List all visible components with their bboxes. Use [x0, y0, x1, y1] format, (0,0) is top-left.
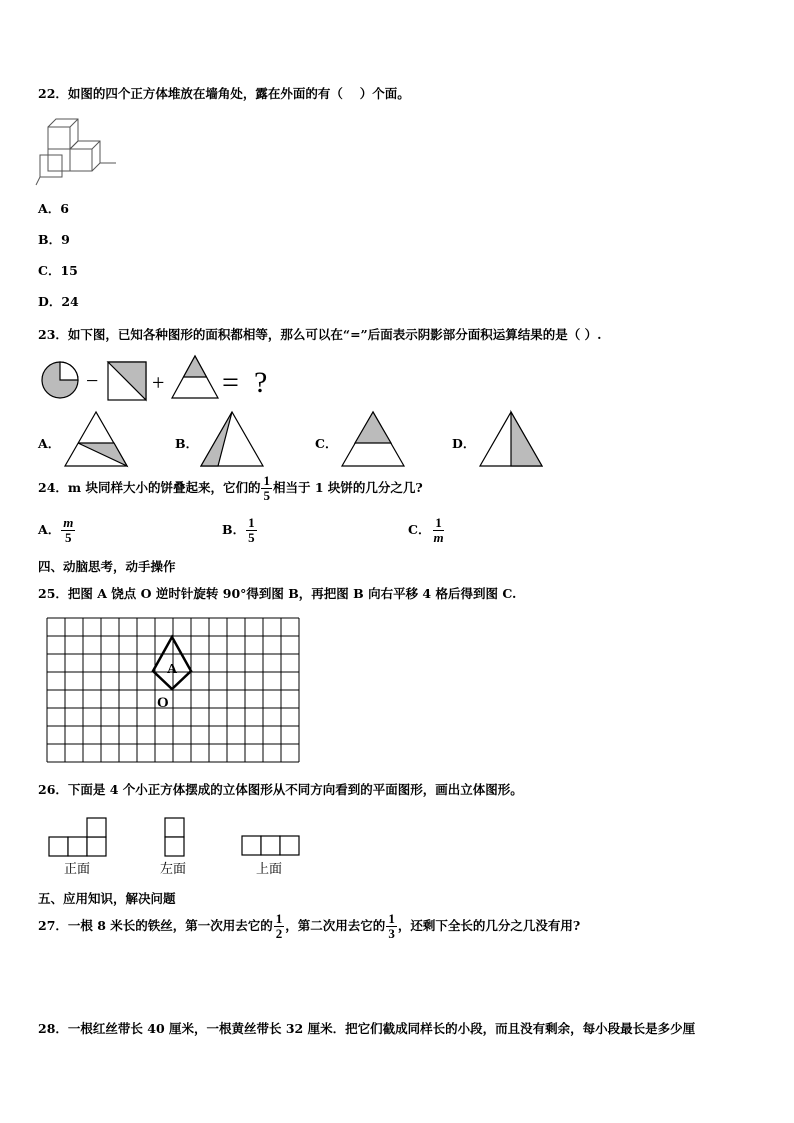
- q24-option-b-den: 5: [248, 530, 255, 545]
- q25-point-label: O: [157, 695, 169, 711]
- q23-question-mark: ?: [254, 366, 268, 399]
- q24-question-text-b: 相当于 1 块饼的几分之几?: [272, 480, 423, 495]
- q27-question: [38, 912, 580, 941]
- q24-fraction-num: 1: [263, 473, 270, 488]
- q24-option-c-label: C．: [408, 522, 431, 537]
- q24-option-c[interactable]: [408, 516, 447, 545]
- q26-top-view: [241, 835, 303, 857]
- q26-front-view-label: 正面: [64, 862, 91, 877]
- section-5-heading: 五、应用知识，解决问题: [38, 891, 176, 906]
- q23-plus-sign: +: [152, 370, 165, 395]
- q25-question: 25．把图 A 饶点 O 逆时针旋转 90°得到图 B，再把图 B 向右平移 4 格后得到图 C.: [38, 586, 517, 601]
- q24-option-b-num: 1: [248, 515, 255, 530]
- q22-question: 22．如图的四个正方体堆放在墙角处，露在外面的有（ ）个面。: [38, 86, 410, 101]
- q23-option-c-triangle[interactable]: [341, 410, 405, 468]
- q24-option-a-fraction: [61, 516, 75, 545]
- q27-fraction-1: [274, 912, 285, 941]
- q25-grid-figure[interactable]: [46, 617, 300, 763]
- q27-fraction-1-den: 2: [275, 926, 283, 941]
- q27-fraction-2: [386, 912, 397, 941]
- q23-equation-figure: [40, 352, 280, 402]
- q23-option-d-triangle[interactable]: [479, 410, 543, 468]
- q25-shape-label: A: [167, 662, 178, 677]
- q22-option-a[interactable]: A．6: [38, 201, 69, 216]
- q26-left-view-label: 左面: [160, 862, 187, 877]
- q26-left-view: [164, 816, 186, 858]
- q24-fraction: [261, 474, 272, 503]
- q23-option-b-triangle[interactable]: [200, 410, 264, 468]
- q27-fraction-1-num: 1: [275, 911, 283, 926]
- q24-option-b[interactable]: [222, 516, 258, 545]
- q26-front-view: [48, 816, 108, 858]
- q23-option-a-label[interactable]: A．: [38, 436, 61, 451]
- q27-text-c: ，还剩下全长的几分之几没有用?: [397, 918, 581, 933]
- section-4-heading: 四、动脑思考，动手操作: [38, 559, 176, 574]
- q23-option-d-label[interactable]: D．: [452, 436, 476, 451]
- q24-option-c-num: 1: [435, 515, 442, 530]
- q22-option-c[interactable]: C．15: [38, 263, 78, 278]
- q22-option-b[interactable]: B．9: [38, 232, 70, 247]
- q24-option-b-label: B．: [222, 522, 246, 537]
- q24-fraction-den: 5: [263, 488, 270, 503]
- q23-option-b-label[interactable]: B．: [175, 436, 199, 451]
- q22-option-d[interactable]: D．24: [38, 294, 79, 309]
- q24-option-a-den: 5: [65, 530, 72, 545]
- q24-option-b-fraction: [246, 516, 257, 545]
- q24-option-c-fraction: [431, 516, 445, 545]
- q28-question: 28．一根红丝带长 40 厘米，一根黄丝带长 32 厘米．把它们截成同样长的小段，而且没有剩余，每小段最长是多少厘: [38, 1021, 696, 1036]
- q24-question-text-a: 24．m 块同样大小的饼叠起来，它们的: [38, 480, 261, 495]
- q24-option-c-den: m: [433, 530, 444, 545]
- q26-question: 26．下面是 4 个小正方体摆成的立体图形从不同方向看到的平面图形，画出立体图形。: [38, 782, 523, 797]
- q23-equals-sign: =: [222, 366, 239, 399]
- q23-option-a-triangle[interactable]: [64, 410, 128, 468]
- q23-question: 23．如下图，已知各种图形的面积都相等，那么可以在“=”后面表示阴影部分面积运算结果的是（ ）.: [38, 327, 602, 342]
- q27-fraction-2-num: 1: [388, 911, 395, 926]
- q26-top-view-label: 上面: [256, 862, 283, 877]
- q24-question: [38, 474, 423, 503]
- q24-option-a[interactable]: [38, 516, 76, 545]
- q22-cubes-figure: [36, 115, 120, 187]
- q27-fraction-2-den: 3: [388, 926, 395, 941]
- q23-minus-sign: −: [86, 368, 99, 393]
- q24-option-a-num: m: [63, 515, 74, 530]
- q27-text-b: ，第二次用去它的: [285, 918, 386, 933]
- q23-option-c-label[interactable]: C．: [315, 436, 338, 451]
- q24-option-a-label: A．: [38, 522, 61, 537]
- q27-text-a: 27．一根 8 米长的铁丝，第一次用去它的: [38, 918, 273, 933]
